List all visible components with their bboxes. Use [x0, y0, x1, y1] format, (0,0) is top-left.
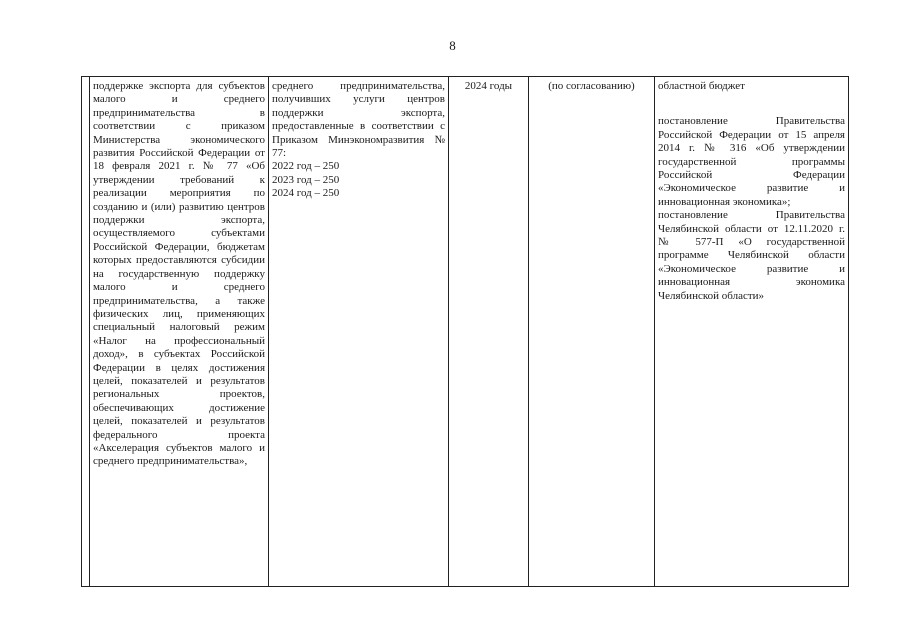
period: 2024 годы [464, 80, 513, 92]
indicator-value-2022: 2022 год – 250 [272, 160, 340, 173]
legal-basis-regional: постановление Правительства Челябинской области от 12.11.2020 г. № 577-П «О государственной программе Челябинской области «Экономическое развитие и инновационная экономика Челябинской области» [658, 209, 845, 302]
indicator-value-2023: 2023 год – 250 [272, 173, 340, 186]
executor-cell [529, 77, 655, 587]
period-cell [449, 77, 529, 587]
funding-cell [655, 77, 849, 587]
indicator-text: среднего предпринимательства, получивших услуги центров поддержки экспорта, предоставленные в соответствии с Приказом Минэкономразвития № 77: [272, 80, 445, 160]
legal-basis-federal: постановление Правительства Российской Федерации от 15 апреля 2014 г. № 316 «Об утверждении государственной программы Российской Федерации «Экономическое развитие и инновационная экономика»; [658, 115, 845, 208]
funding-source: областной бюджет [658, 80, 745, 92]
row-number-cell [82, 77, 90, 587]
table-row [82, 77, 849, 587]
indicator-value-2024: 2024 год – 250 [272, 187, 340, 200]
measure-description: поддержке экспорта для субъектов малого и среднего предпринимательства в соответствии с приказом Министерства экономического развития Российской Федерации от 18 февраля 2021 г. № 77 «Об утверждении требований к реализации мероприятия по созданию и (или) развитию центров поддержки экспорта, осуществляемого субъектами Российской Федерации, бюджетам которых предоставляются субсидии на государственную поддержку малого и среднего предпринимательства, а также физических лиц, применяющих специальный налоговый режим «Налог на профессиональный доход», в субъектах Российской Федерации в целях достижения целей, показателей и результатов региональных проектов, обеспечивающих достижение целей, показателей и результатов федерального проекта «Акселерация субъектов малого и среднего предпринимательства», [93, 80, 265, 468]
executor: (по согласованию) [548, 80, 635, 92]
page-number: 8 [449, 38, 456, 53]
program-table [81, 76, 849, 587]
measure-description-cell [90, 77, 269, 587]
indicator-cell [269, 77, 449, 587]
